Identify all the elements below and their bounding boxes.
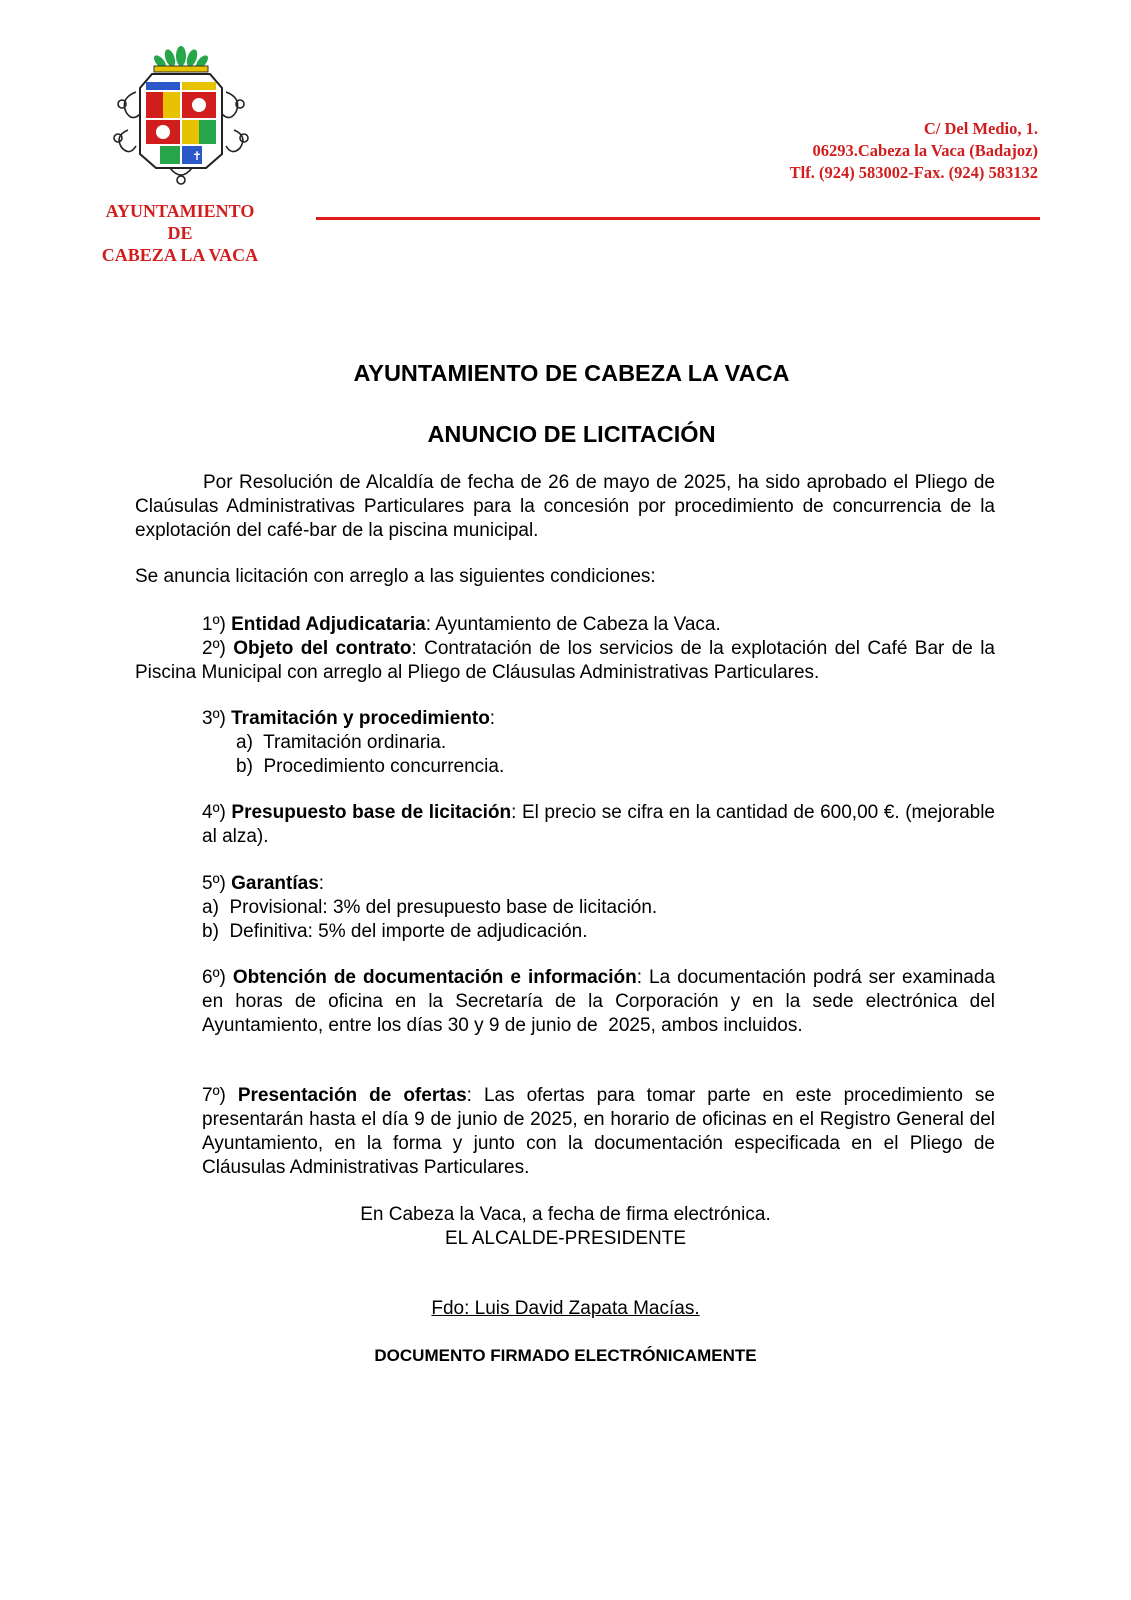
item-label: Objeto del contrato xyxy=(233,638,412,659)
condition-item-2 xyxy=(135,637,995,685)
condition-item-7 xyxy=(202,1084,995,1180)
item-text: : La documentación podrá ser examinada en horas de oficina en la Secretaría de la Corporación y en la sede electrónica del Ayuntamiento, entre los días 30 y 9 de junio de 2025, ambos incluidos. xyxy=(202,967,1001,1036)
org-name-line-2: DE xyxy=(167,223,193,243)
item-label: Entidad Adjudicataria xyxy=(231,614,426,635)
item-label: Presupuesto base de licitación xyxy=(231,802,512,823)
address-block xyxy=(790,118,1038,184)
item-label: Obtención de documentación e información xyxy=(232,967,637,988)
condition-item-3-sub-a: a) Tramitación ordinaria. xyxy=(236,732,447,753)
condition-item-3-sub-b: b) Procedimiento concurrencia. xyxy=(236,756,505,777)
signature-line: Fdo: Luis David Zapata Macías. xyxy=(431,1298,700,1319)
item-label: Tramitación y procedimiento xyxy=(231,708,490,729)
closing-role: EL ALCALDE-PRESIDENTE xyxy=(444,1228,687,1249)
signed-electronically-note: DOCUMENTO FIRMADO ELECTRÓNICAMENTE xyxy=(374,1346,757,1365)
intro-text: Por Resolución de Alcaldía de fecha de 26 de mayo de 2025, ha sido aprobado el Pliego de Claúsulas Administrativas Particulares para la concesión por procedimiento de concurrencia de la explotación del café-bar de la piscina municipal. xyxy=(135,472,995,541)
condition-item-4 xyxy=(202,801,995,849)
coat-of-arms-logo xyxy=(110,42,252,190)
document-subtitle xyxy=(0,421,1131,448)
item-label: Presentación de ofertas xyxy=(237,1085,467,1106)
document-title xyxy=(0,360,1131,387)
condition-item-3 xyxy=(202,707,495,731)
document-title-text: AYUNTAMIENTO DE CABEZA LA VACA xyxy=(353,360,790,386)
address-city: 06293.Cabeza la Vaca (Badajoz) xyxy=(812,141,1038,160)
conditions-intro xyxy=(135,565,656,589)
item-number: 5º) xyxy=(202,873,232,894)
closing-place: En Cabeza la Vaca, a fecha de firma electrónica. xyxy=(360,1204,771,1225)
condition-item-5-sub-a: a) Provisional: 3% del presupuesto base de licitación. xyxy=(202,897,658,918)
org-name-line-1: AYUNTAMIENTO xyxy=(105,201,255,221)
item-text: : El precio se cifra en la cantidad de 600,00 €. (mejorable al alza). xyxy=(202,802,995,847)
item-number: 7º) xyxy=(202,1085,238,1106)
address-street: C/ Del Medio, 1. xyxy=(923,119,1038,138)
item-number: 3º) xyxy=(202,708,232,729)
address-phone-fax: Tlf. (924) 583002-Fax. (924) 583132 xyxy=(789,163,1038,182)
item-number: 2º) xyxy=(202,638,234,659)
item-number: 4º) xyxy=(202,802,232,823)
svg-text:✝: ✝ xyxy=(192,149,203,163)
condition-item-5-sub-b: b) Definitiva: 5% del importe de adjudicación. xyxy=(202,921,588,942)
header-divider xyxy=(316,217,1040,220)
document-subtitle-text: ANUNCIO DE LICITACIÓN xyxy=(427,421,716,447)
item-label: Garantías xyxy=(231,873,319,894)
condition-item-5 xyxy=(202,872,324,896)
item-text: : xyxy=(318,873,325,894)
condition-item-1 xyxy=(202,613,721,637)
item-text: : xyxy=(489,708,496,729)
org-name-line-3: CABEZA LA VACA xyxy=(101,245,259,265)
organization-name xyxy=(80,200,280,266)
intro-paragraph xyxy=(135,471,995,543)
item-text: : Ayuntamiento de Cabeza la Vaca. xyxy=(425,614,721,635)
item-text: : Las ofertas para tomar parte en este procedimiento se presentarán hasta el día 9 de junio de 2025, en horario de oficinas en el Registro General del Ayuntamiento, en la forma y junto con la documentación especificada en el Pliego de Cláusulas Administrativas Particulares. xyxy=(202,1085,995,1178)
item-text: : Contratación de los servicios de la explotación del Café Bar de la Piscina Municipal con arreglo al Pliego de Cláusulas Administrativas Particulares. xyxy=(135,638,995,683)
condition-item-6 xyxy=(202,966,1001,1038)
conditions-intro-text: Se anuncia licitación con arreglo a las siguientes condiciones: xyxy=(135,566,656,587)
item-number: 6º) xyxy=(202,967,233,988)
item-number: 1º) xyxy=(202,614,232,635)
